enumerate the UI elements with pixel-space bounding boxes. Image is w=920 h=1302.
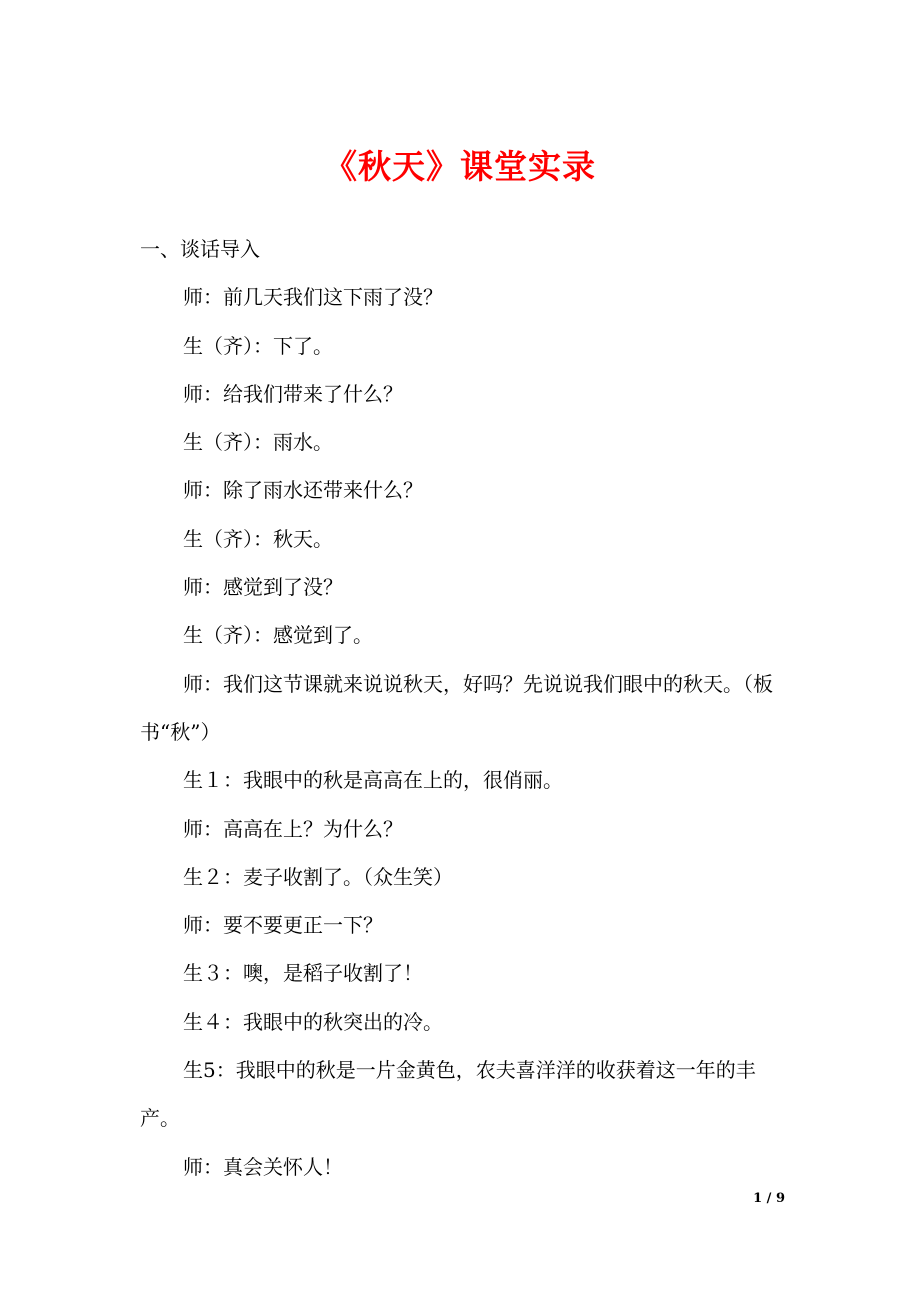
dialogue-line: 生5：我眼中的秋是一片金黄色，农夫喜洋洋的收获着这一年的丰产。 [140,1058,756,1131]
dialogue-line: 师：感觉到了没？ [183,575,343,600]
dialogue-line: 师：前几天我们这下雨了没？ [183,285,443,310]
dialogue-line: 师：要不要更正一下？ [183,913,383,938]
dialogue-line: 师：真会关怀人！ [183,1154,343,1179]
dialogue-line: 师：给我们带来了什么？ [183,381,403,406]
dialogue-line: 生（齐）：秋天。 [183,526,333,551]
document-title: 《秋天》课堂实录 [324,147,596,186]
dialogue-line: 师：高高在上？为什么？ [183,816,403,841]
dialogue-line: 生（齐）：下了。 [183,333,333,358]
dialogue-line: 生３：噢，是稻子收割了！ [183,961,423,986]
dialogue-line: 生（齐）：雨水。 [183,430,333,455]
document-body [140,225,785,1191]
dialogue-line: 生（齐）：感觉到了。 [183,623,373,648]
dialogue-line: 生４：我眼中的秋突出的冷。 [183,1009,443,1034]
dialogue-line: 师：我们这节课就来说说秋天，好吗？先说说我们眼中的秋天。（板书“秋”） [140,671,773,744]
page-number: 1 / 9 [753,1191,785,1206]
dialogue-line: 生１：我眼中的秋是高高在上的，很俏丽。 [183,768,563,793]
section-heading: 一、谈话导入 [140,237,260,261]
dialogue-line: 生２：麦子收割了。（众生笑） [183,864,453,889]
dialogue-line: 师：除了雨水还带来什么？ [183,478,423,503]
